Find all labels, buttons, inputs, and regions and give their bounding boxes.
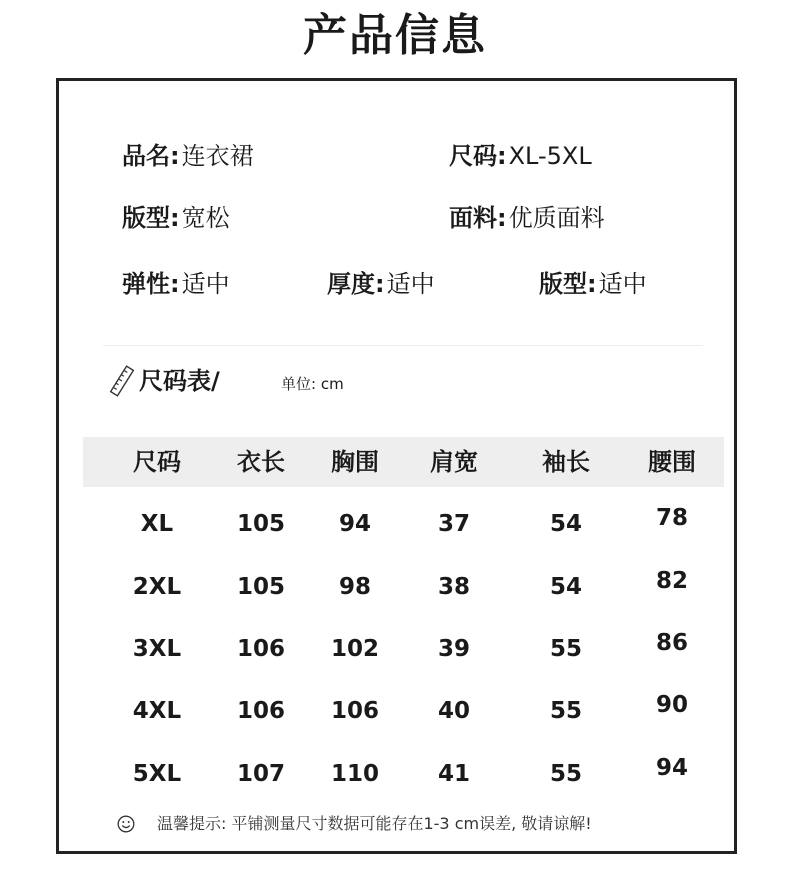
table-cell: 54 bbox=[549, 574, 582, 600]
table-row bbox=[83, 754, 724, 794]
table-cell: 38 bbox=[437, 574, 470, 600]
column-header-sleeve: 袖长 bbox=[542, 448, 590, 476]
table-cell: 55 bbox=[549, 636, 582, 662]
table-cell: 40 bbox=[437, 698, 470, 724]
info-label: 厚度: bbox=[327, 270, 385, 298]
table-row bbox=[83, 629, 724, 669]
column-header-size: 尺码 bbox=[133, 448, 181, 476]
table-cell: 39 bbox=[437, 636, 470, 662]
table-row bbox=[83, 567, 724, 607]
table-cell: 55 bbox=[549, 698, 582, 724]
info-item-fabric bbox=[449, 198, 605, 238]
table-cell: 105 bbox=[236, 511, 285, 537]
table-row bbox=[83, 504, 724, 544]
table-cell: 110 bbox=[330, 761, 379, 787]
column-header-waist: 腰围 bbox=[648, 448, 696, 476]
column-header-bust: 胸围 bbox=[331, 448, 379, 476]
table-cell: 86 bbox=[655, 630, 688, 656]
table-cell: 78 bbox=[655, 505, 688, 531]
info-value: 适中 bbox=[598, 270, 647, 298]
info-row-1 bbox=[59, 136, 734, 176]
info-label: 尺码: bbox=[449, 142, 507, 170]
table-cell: 82 bbox=[655, 568, 688, 594]
info-label: 弹性: bbox=[122, 270, 180, 298]
info-label: 版型: bbox=[539, 270, 597, 298]
info-value: 适中 bbox=[386, 270, 435, 298]
table-cell: 94 bbox=[338, 511, 371, 537]
info-value: XL-5XL bbox=[508, 142, 592, 170]
table-cell: 102 bbox=[330, 636, 379, 662]
table-cell: 5XL bbox=[132, 761, 182, 787]
table-cell: 37 bbox=[437, 511, 470, 537]
info-item-thickness bbox=[327, 264, 435, 304]
info-row-3 bbox=[59, 264, 734, 304]
table-cell: 98 bbox=[338, 574, 371, 600]
info-value: 优质面料 bbox=[508, 204, 605, 232]
info-value: 宽松 bbox=[181, 204, 230, 232]
table-cell: 54 bbox=[549, 511, 582, 537]
info-value: 适中 bbox=[181, 270, 230, 298]
table-cell: 4XL bbox=[132, 698, 182, 724]
column-header-shoulder: 肩宽 bbox=[430, 448, 478, 476]
table-cell: 2XL bbox=[132, 574, 182, 600]
info-item-name bbox=[122, 136, 254, 176]
table-cell: 55 bbox=[549, 761, 582, 787]
smile-icon bbox=[117, 815, 135, 833]
size-chart-title: 尺码表/ bbox=[139, 367, 220, 395]
info-item-fit bbox=[122, 198, 230, 238]
info-label: 面料: bbox=[449, 204, 507, 232]
size-table-header bbox=[83, 437, 724, 487]
table-row bbox=[83, 691, 724, 731]
table-cell: 106 bbox=[236, 636, 285, 662]
info-label: 版型: bbox=[122, 204, 180, 232]
table-cell: 41 bbox=[437, 761, 470, 787]
info-item-elasticity bbox=[122, 264, 230, 304]
info-row-2 bbox=[59, 198, 734, 238]
table-cell: 106 bbox=[236, 698, 285, 724]
table-cell: 94 bbox=[655, 755, 688, 781]
ruler-icon bbox=[109, 364, 135, 398]
info-label: 品名: bbox=[122, 142, 180, 170]
table-cell: 90 bbox=[655, 692, 688, 718]
size-chart-unit: 单位: cm bbox=[281, 375, 344, 393]
table-cell: XL bbox=[140, 511, 174, 537]
info-item-fit-2 bbox=[539, 264, 647, 304]
footnote-text: 温馨提示: 平铺测量尺寸数据可能存在1-3 cm误差, 敬请谅解! bbox=[157, 814, 592, 833]
product-info-panel bbox=[56, 78, 737, 854]
table-cell: 107 bbox=[236, 761, 285, 787]
info-value: 连衣裙 bbox=[181, 142, 254, 170]
column-header-length: 衣长 bbox=[237, 448, 285, 476]
table-cell: 3XL bbox=[132, 636, 182, 662]
info-item-size bbox=[449, 136, 592, 176]
table-cell: 106 bbox=[330, 698, 379, 724]
page-title: 产品信息 bbox=[303, 10, 487, 61]
section-divider bbox=[103, 345, 703, 346]
table-cell: 105 bbox=[236, 574, 285, 600]
